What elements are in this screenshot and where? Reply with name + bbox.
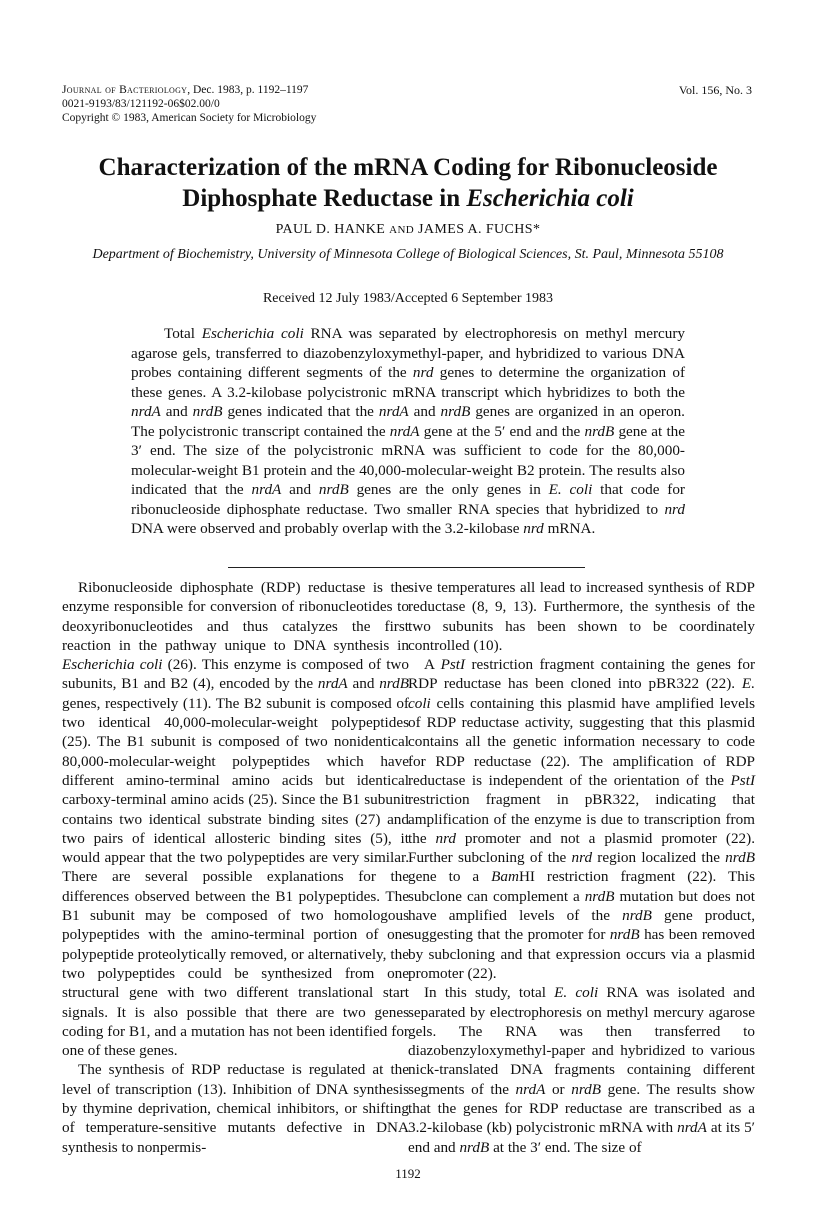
body-italic: Escherichia coli: [62, 656, 163, 674]
body-italic: nrd: [435, 829, 457, 847]
body-column-left: [62, 578, 409, 1157]
body-text: In this study, total: [424, 984, 555, 1002]
abstract-text: and: [160, 403, 193, 420]
body-paragraph: [62, 578, 409, 1060]
abstract-text: mRNA.: [543, 520, 596, 537]
body-italic: nrdB: [584, 887, 615, 905]
body-italic: nrdA: [317, 675, 348, 693]
abstract-italic: nrdB: [584, 422, 615, 440]
abstract-italic: nrdA: [251, 481, 282, 498]
affiliation: Department of Biochemistry, University of Minnesota College of Biological Sciences, St. Paul, Minnesota 55108: [92, 247, 724, 262]
body-italic: nrdB: [725, 849, 755, 867]
body-paragraph: [408, 983, 755, 1157]
body-text: (26). This enzyme is composed of two subunits, B1 and B2 (4), encoded by the: [62, 656, 409, 693]
journal-name: Journal of Bacteriology: [62, 84, 188, 96]
abstract-italic: nrdA: [378, 403, 409, 420]
abstract-text: genes to determine the organization of these genes. A 3.2-kilobase polycistronic mRNA transcript which hybridizes to both the: [131, 364, 685, 401]
abstract-italic: nrdB: [440, 403, 471, 420]
abstract-text: genes are the only genes in: [348, 481, 549, 498]
title-text: Characterization of the mRNA Coding for Ribonucleoside Diphosphate Reductase in: [98, 154, 718, 212]
body-italic: nrdB: [571, 1080, 602, 1098]
abstract-italic: nrdA: [389, 422, 420, 440]
page-number: 1192: [395, 1166, 421, 1181]
abstract-text: that code for ribonucleoside diphosphate reductase. Two smaller RNA species that hybridized to: [131, 481, 685, 518]
journal-header: [62, 83, 442, 125]
body-text: restriction fragment in pBR322, indicating that amplification of the enzyme is due to transcription from the: [408, 791, 755, 847]
author-fuchs: JAMES A. FUCHS*: [418, 222, 541, 237]
abstract-text: genes are organized in an operon. The polycistronic transcript contained the: [131, 403, 685, 440]
body-text: has been removed by subcloning and that expression occurs via a plasmid promoter (22).: [408, 926, 755, 982]
body-text: HI restriction fragment (22). This subclone can complement a: [408, 868, 755, 905]
volume-issue: Vol. 156, No. 3: [678, 83, 752, 97]
body-italic: nrdB: [622, 907, 652, 925]
abstract-text: gene at the 5′ end and the: [419, 422, 585, 440]
body-text: at its 5′ end and: [408, 1119, 756, 1156]
body-italic: PstI: [440, 656, 466, 674]
body-italic: PstI: [730, 771, 755, 789]
abstract-text: genes indicated that the: [222, 403, 379, 420]
body-italic: E. coli: [408, 675, 755, 712]
body-text: cells containing this plasmid have amplified levels of RDP reductase activity, suggesting that this plasmid contains all the genetic information necessary to code for RDP reductase (22). The amplification of RDP reductase is independent of the orientation of the: [408, 694, 755, 789]
abstract-italic: Escherichia coli: [201, 325, 304, 342]
body-text: gene product, suggesting that the promoter for: [408, 907, 756, 944]
abstract-text: DNA were observed and probably overlap with the 3.2-kilobase: [131, 520, 524, 537]
body-italic: Bam: [491, 868, 519, 886]
issn-line: 0021-9193/83/121192-06$02.00/0: [62, 98, 220, 110]
abstract-italic: nrd: [412, 364, 434, 381]
abstract-italic: E. coli: [548, 481, 593, 498]
article-title: [60, 152, 756, 214]
abstract-text: RNA was separated by electrophoresis on methyl mercury agarose gels, transferred to diazobenzyloxymethyl-paper, and hybridized to various DNA probes containing different segments of the: [131, 325, 685, 381]
body-text: genes, respectively (11). The B2 subunit is composed of two identical 40,000-molecular-weight polypeptides (25). The B1 subunit is composed of two nonidentical 80,000-molecular-weight polypeptides which have different amino-terminal amino acids but identical carboxy-terminal amino acids (25). Since the B1 subunit contains two identical substrate binding sites (27) and two pairs of identical allosteric binding sites (5), it would appear that the two polypeptides are very similar. There are several possible explanations for the differences observed between the B1 polypeptides. The B1 subunit may be composed of two homologous polypeptides with the amino-terminal portion of one polypeptide proteolytically removed, or alternatively, the two polypeptides could be synthesized from one structural gene with two different translational start signals. It is also possible that there are two genes coding for B1, and a mutation has not been identified for one of these genes.: [62, 694, 409, 1060]
title-italic: Escherichia coli: [466, 185, 634, 212]
abstract-italic: nrd: [523, 520, 544, 537]
abstract-italic: nrd: [664, 500, 685, 518]
body-text: at the 3′ end. The size of: [489, 1138, 642, 1156]
body-text: RNA was isolated and separated by electrophoresis on methyl mercury agarose gels. The RNA was then transferred to diazobenzyloxymethyl-paper and hybridized to various nick-translated DNA fragments containing different segments of the: [408, 984, 756, 1098]
body-text: and: [347, 675, 380, 693]
body-text: gene. The results show that the genes for RDP reductase are transcribed as a 3.2-kilobase (kb) polycistronic mRNA with: [408, 1080, 755, 1137]
body-text: or: [545, 1080, 572, 1098]
body-italic: nrd: [571, 849, 593, 867]
abstract-italic: nrdB: [192, 403, 223, 420]
abstract-text: and: [281, 481, 319, 498]
body-italic: E. coli: [554, 984, 599, 1002]
body-paragraph: [408, 655, 755, 983]
abstract-text: gene at the 3′ end. The size of the polycistronic mRNA was sufficient to code for the 80,000-molecular-weight B1 protein and the 40,000-molecular-weight B2 protein. The results also indicated that the: [131, 422, 685, 498]
body-text: mutation but does not have amplified levels of the: [408, 887, 755, 925]
body-text: promoter and not a plasmid promoter (22). Further subcloning of the: [408, 829, 755, 867]
abstract-italic: nrdA: [131, 403, 161, 420]
body-italic: nrdB: [459, 1138, 490, 1156]
author-conjunction: AND: [389, 224, 415, 236]
citation-details: , Dec. 1983, p. 1192–1197: [187, 84, 309, 96]
body-text: gene to a: [408, 868, 492, 886]
body-paragraph: The synthesis of RDP reductase is regulated at the level of transcription (13). Inhibition of DNA synthesis by thymine deprivation, chemical inhibitors, or shifting of temperature-sensitive mutants defective in DNA synthesis to nonpermis-: [62, 1061, 409, 1156]
abstract-text: and: [408, 403, 441, 420]
body-text: A: [424, 656, 441, 674]
copyright-line: Copyright © 1983, American Society for Microbiology: [62, 112, 317, 124]
body-paragraph: sive temperatures all lead to increased synthesis of RDP reductase (8, 9, 13). Furthermore, the synthesis of the two subunits has been shown to be coordinately controlled (10).: [408, 579, 755, 654]
body-text: region localized the: [592, 849, 726, 867]
body-italic: nrdB: [609, 926, 640, 944]
author-hanke: PAUL D. HANKE: [275, 222, 386, 237]
abstract: [131, 324, 685, 539]
body-italic: nrdB: [379, 675, 410, 693]
body-italic: nrdA: [515, 1080, 546, 1098]
body-italic: nrdA: [677, 1119, 707, 1137]
received-dates: Received 12 July 1983/Accepted 6 September 1983: [262, 291, 554, 306]
body-text: Ribonucleoside diphosphate (RDP) reductase is the enzyme responsible for conversion of ribonucleotides to deoxyribonucleotides and thus catalyzes the first reaction in the pathway unique to DNA synthesis in: [62, 579, 409, 654]
body-text: restriction fragment containing the genes for RDP reductase has been cloned into pBR322 (22).: [408, 656, 756, 693]
abstract-text: Total: [164, 325, 202, 342]
journal-citation: [62, 83, 442, 97]
abstract-italic: nrdB: [318, 481, 349, 498]
author-line: [60, 222, 756, 238]
section-divider: [228, 567, 585, 568]
body-column-right: [408, 578, 755, 1157]
